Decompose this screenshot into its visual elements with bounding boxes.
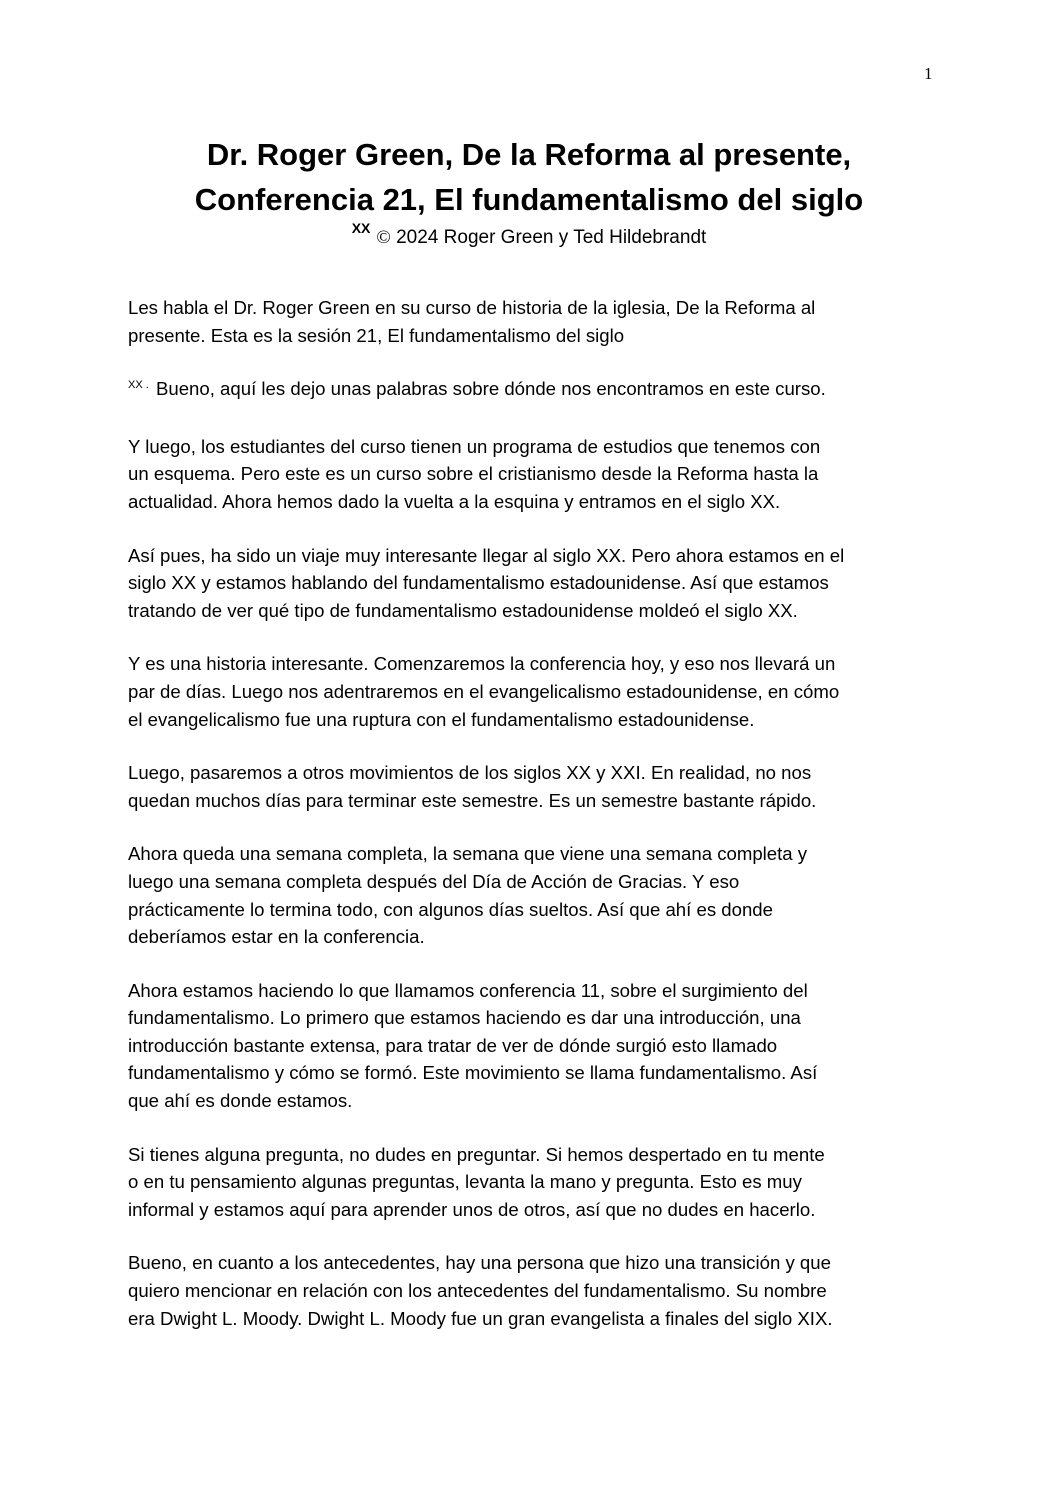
- paragraph-superscript: XX .: [128, 379, 149, 392]
- paragraph-line: introducción bastante extensa, para tratar de ver de dónde surgió esto llamado: [128, 1034, 778, 1056]
- paragraph-line: fundamentalismo. Lo primero que estamos haciendo es dar una introducción, una: [128, 1007, 801, 1029]
- document-body: [128, 294, 938, 1358]
- title-line-2: Conferencia 21, El fundamentalismo del siglo: [194, 182, 864, 217]
- copyright-symbol: ©: [376, 227, 391, 248]
- paragraph-line: era Dwight L. Moody. Dwight L. Moody fue un gran evangelista a finales del siglo XIX.: [128, 1307, 833, 1329]
- paragraph-line: prácticamente lo termina todo, con algunos días sueltos. Así que ahí es donde: [128, 898, 773, 920]
- title-line-1: Dr. Roger Green, De la Reforma al presente,: [206, 137, 852, 172]
- paragraph-line: Ahora estamos haciendo lo que llamamos conferencia 11, sobre el surgimiento del: [128, 979, 808, 1001]
- paragraph-line: un esquema. Pero este es un curso sobre el cristianismo desde la Reforma hasta la: [128, 463, 819, 485]
- paragraph-line-text: Bueno, aquí les dejo unas palabras sobre dónde nos encontramos en este curso.: [150, 378, 826, 400]
- paragraph-line: presente. Esta es la sesión 21, El fundamentalismo del siglo: [128, 324, 625, 346]
- copyright-line: [100, 222, 958, 254]
- paragraph-line: que ahí es donde estamos.: [128, 1090, 353, 1112]
- paragraph-line: Bueno, en cuanto a los antecedentes, hay una persona que hizo una transición y que: [128, 1252, 831, 1274]
- paragraph-line: siglo XX y estamos hablando del fundamentalismo estadounidense. Así que estamos: [128, 572, 829, 594]
- paragraph: [128, 650, 938, 733]
- paragraph: [128, 1249, 938, 1332]
- paragraph-line: informal y estamos aquí para aprender unos de otros, así que no dudes en hacerlo.: [128, 1198, 816, 1220]
- paragraph: [128, 433, 938, 516]
- paragraph: [128, 977, 938, 1115]
- paragraph-line: Así pues, ha sido un viaje muy interesante llegar al siglo XX. Pero ahora estamos en el: [128, 544, 845, 566]
- paragraph-line: par de días. Luego nos adentraremos en el evangelicalismo estadounidense, en cómo: [128, 680, 840, 702]
- paragraph-line: Y es una historia interesante. Comenzaremos la conferencia hoy, y eso nos llevará un: [128, 653, 836, 675]
- paragraph-line: fundamentalismo y cómo se formó. Este movimiento se llama fundamentalismo. Así: [128, 1062, 818, 1084]
- paragraph-line: actualidad. Ahora hemos dado la vuelta a la esquina y entramos en el siglo XX.: [128, 490, 781, 512]
- paragraph-line: luego una semana completa después del Día de Acción de Gracias. Y eso: [128, 870, 740, 892]
- paragraph-line: Y luego, los estudiantes del curso tienen un programa de estudios que tenemos con: [128, 435, 821, 457]
- paragraph-line: Luego, pasaremos a otros movimientos de los siglos XX y XXI. En realidad, no nos: [128, 762, 812, 784]
- title-superscript: XX: [351, 220, 371, 236]
- paragraph-line: quiero mencionar en relación con los antecedentes del fundamentalismo. Su nombre: [128, 1280, 827, 1302]
- paragraph-line: deberíamos estar en la conferencia.: [128, 926, 425, 948]
- paragraph-line: tratando de ver qué tipo de fundamentalismo estadounidense moldeó el siglo XX.: [128, 599, 798, 621]
- paragraph: [128, 542, 938, 625]
- paragraph-line: el evangelicalismo fue una ruptura con el fundamentalismo estadounidense.: [128, 708, 755, 730]
- paragraph-line: [128, 375, 938, 407]
- paragraph-line: Les habla el Dr. Roger Green en su curso de historia de la iglesia, De la Reforma al: [128, 297, 816, 318]
- paragraph-line: Si tienes alguna pregunta, no dudes en preguntar. Si hemos despertado en tu mente: [128, 1143, 825, 1165]
- paragraph: [128, 1141, 938, 1224]
- copyright-text: 2024 Roger Green y Ted Hildebrandt: [390, 227, 707, 248]
- paragraph: [128, 759, 938, 814]
- paragraph: [128, 294, 938, 349]
- document-title: [100, 132, 958, 254]
- paragraph-line: quedan muchos días para terminar este semestre. Es un semestre bastante rápido.: [128, 789, 817, 811]
- paragraph-line: o en tu pensamiento algunas preguntas, levanta la mano y pregunta. Esto es muy: [128, 1171, 802, 1193]
- paragraph: [128, 840, 938, 950]
- page-number: 1: [924, 64, 933, 83]
- paragraph-line: Ahora queda una semana completa, la semana que viene una semana completa y: [128, 843, 808, 865]
- paragraph: [128, 375, 938, 407]
